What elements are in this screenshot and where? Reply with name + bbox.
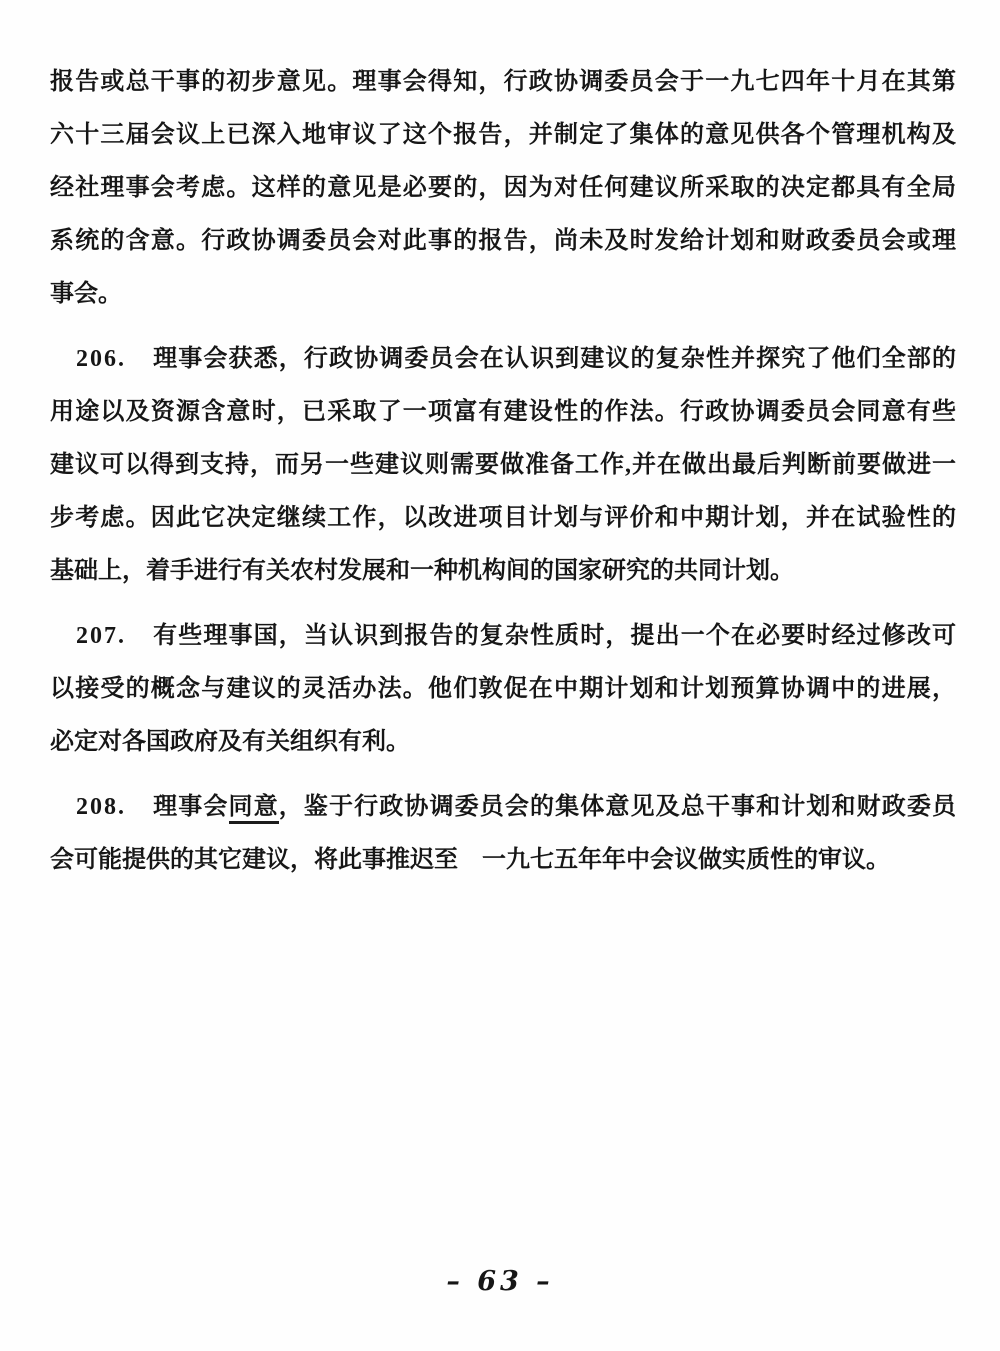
text-line: 事会。 — [50, 281, 122, 307]
text-line: 步考虑。因此它决定继续工作，以改进项目计划与评价和中期计划，并在试验性的 — [50, 505, 956, 531]
page-number: – 63 – — [446, 1266, 554, 1297]
text-line: 经社理事会考虑。这样的意见是必要的，因为对任何建议所采取的决定都具有全局 — [50, 175, 956, 201]
text-run: 理事会 — [152, 794, 229, 820]
paragraph-207 — [50, 610, 956, 769]
text-line — [50, 781, 956, 834]
paragraph-continuation — [50, 56, 956, 321]
text-line: 必定对各国政府及有关组织有利。 — [50, 729, 410, 755]
text-line — [50, 333, 956, 386]
underlined-decision-word: 同意 — [229, 794, 279, 824]
text-line: 报告或总干事的初步意见。理事会得知，行政协调委员会于一九七四年十月在其第 — [50, 69, 956, 95]
paragraph-number: 207. — [76, 623, 126, 649]
paragraph-208 — [50, 781, 956, 887]
text-line: 基础上，着手进行有关农村发展和一种机构间的国家研究的共同计划。 — [50, 558, 794, 584]
text-line: 系统的含意。行政协调委员会对此事的报告，尚未及时发给计划和财政委员会或理 — [50, 228, 956, 254]
text-line: 建议可以得到支持，而另一些建议则需要做准备工作,并在做出最后判断前要做进一 — [50, 452, 956, 478]
text-line: 用途以及资源含意时，已采取了一项富有建设性的作法。行政协调委员会同意有些 — [50, 399, 956, 425]
paragraph-number: 208. — [76, 794, 126, 820]
text-line: 会可能提供的其它建议，将此事推迟至 一九七五年年中会议做实质性的审议。 — [50, 847, 890, 873]
paragraph-number: 206. — [76, 346, 126, 372]
paragraph-206 — [50, 333, 956, 598]
text-line: 以接受的概念与建议的灵活办法。他们敦促在中期计划和计划预算协调中的进展， — [50, 676, 956, 702]
text-run: 有些理事国，当认识到报告的复杂性质时，提出一个在必要时经过修改可 — [152, 623, 956, 649]
text-line: 六十三届会议上已深入地审议了这个报告，并制定了集体的意见供各个管理机构及 — [50, 122, 956, 148]
text-run: 理事会获悉，行政协调委员会在认识到建议的复杂性并探究了他们全部的 — [152, 346, 956, 372]
text-run: ，鉴于行政协调委员会的集体意见及总干事和计划和财政委员 — [278, 794, 956, 820]
text-line — [50, 610, 956, 663]
